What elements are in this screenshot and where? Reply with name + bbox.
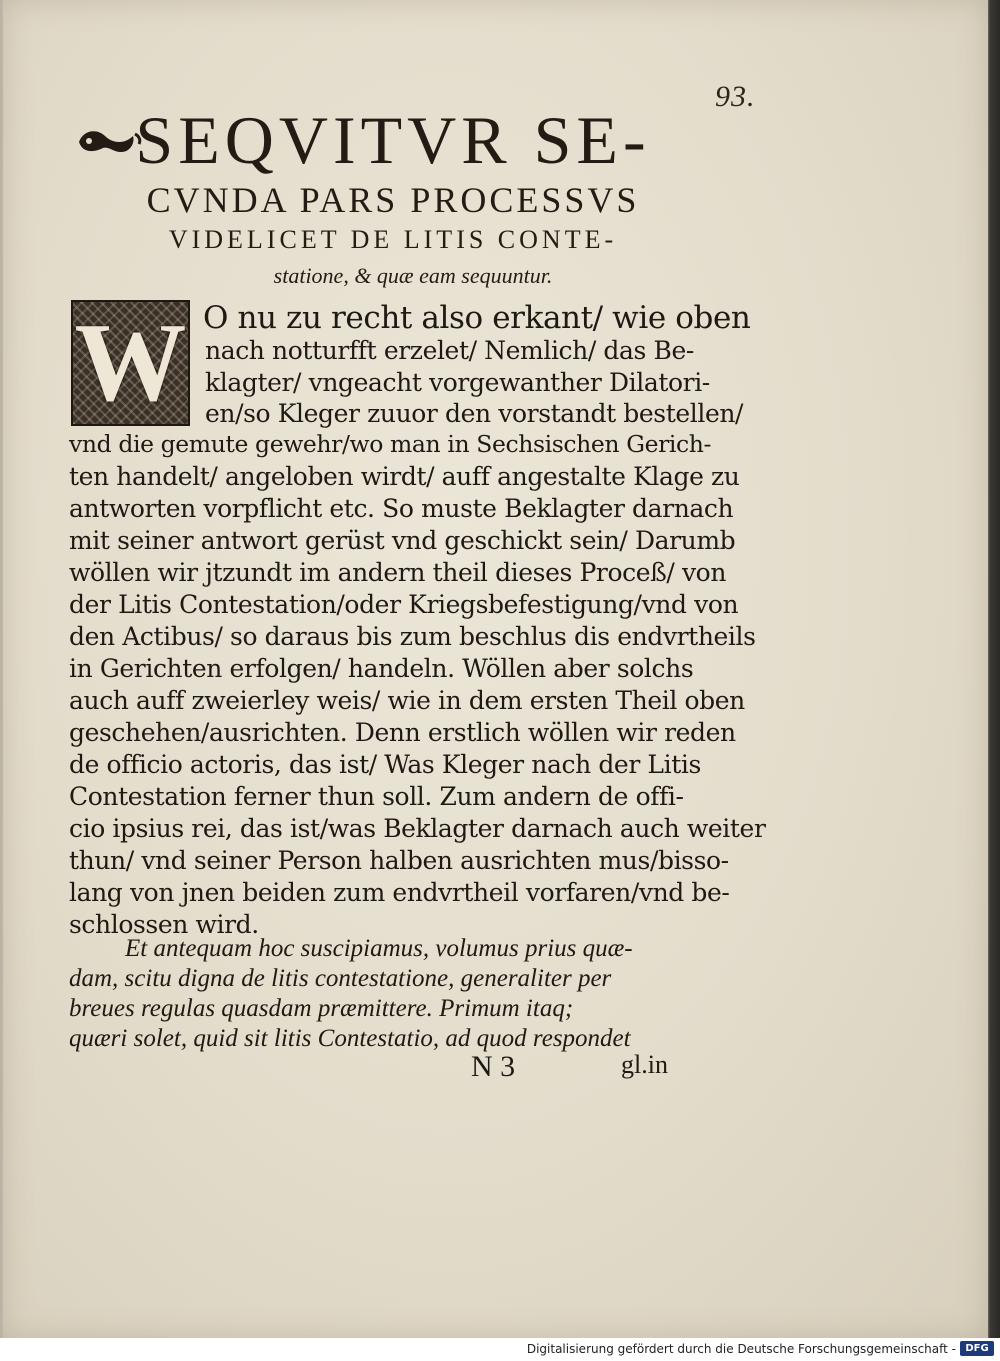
heading-line-2: CVNDA PARS PROCESSVS (146, 180, 640, 220)
german-line-8: mit seiner antwort gerüst vnd geschickt sein/ Darumb (69, 526, 736, 555)
latin-line-3: breues regulas quasdam præmittere. Primum itaq; (69, 995, 574, 1022)
dfg-credit-text: Digitalisierung gefördert durch die Deutsche Forschungsgemeinschaft - (526, 1342, 956, 1356)
latin-line-2: dam, scitu digna de litis contestatione, generaliter per (69, 965, 612, 992)
german-line-19: lang von jnen beiden zum endvrtheil vorfaren/vnd be- (69, 878, 730, 907)
catchword: gl.in (621, 1050, 668, 1079)
latin-line-1: Et antequam hoc suscipiamus, volumus prius quæ- (125, 935, 633, 962)
dfg-logo-icon: DFG (960, 1341, 994, 1356)
german-line-9: wöllen wir jtzundt im andern theil dieses Proceß/ von (69, 558, 727, 587)
german-line-17: cio ipsius rei, das ist/was Beklagter darnach auch weiter (69, 814, 766, 843)
german-line-18: thun/ vnd seiner Person halben ausrichten mus/bisso- (69, 846, 729, 875)
decorated-initial (71, 300, 190, 426)
german-line-6: ten handelt/ angeloben wirdt/ auff angestalte Klage zu (69, 462, 740, 491)
fleuron-ornament-icon (73, 122, 143, 162)
german-line-15: de officio actoris, das ist/ Was Kleger nach der Litis (69, 750, 701, 779)
german-line-10: der Litis Contestation/oder Kriegsbefestigung/vnd von (69, 590, 739, 619)
german-line-11: den Actibus/ so daraus bis zum beschlus dis endvrtheils (69, 622, 756, 651)
german-line-4: en/so Kleger zuuor den vorstandt bestellen/ (205, 399, 744, 428)
german-line-16: Contestation ferner thun soll. Zum andern de offi- (69, 782, 684, 811)
digitization-footer (0, 1338, 1000, 1361)
german-line-14: geschehen/ausrichten. Denn erstlich wöllen wir reden (69, 718, 736, 747)
initial-letter: W (74, 301, 187, 425)
german-line-20: schlossen wird. (69, 910, 259, 939)
german-line-13: auch auff zweierley weis/ wie in dem ersten Theil oben (69, 686, 745, 715)
german-line-2: nach notturfft erzelet/ Nemlich/ das Be- (205, 336, 694, 365)
heading-line-1: SEQVITVR SE- (135, 102, 651, 178)
heading-line-3: VIDELICET DE LITIS CONTE- (168, 225, 618, 254)
german-line-12: in Gerichten erfolgen/ handeln. Wöllen aber solchs (69, 654, 694, 683)
german-line-1: O nu zu recht also erkant/ wie oben (203, 300, 751, 336)
book-page (3, 0, 988, 1338)
folio-number: 93. (715, 80, 756, 113)
signature-mark: N 3 (471, 1050, 516, 1083)
latin-line-4: quæri solet, quid sit litis Contestatio, ad quod respondet (69, 1025, 631, 1052)
heading-line-4: statione, & quæ eam sequuntur. (273, 263, 553, 288)
german-line-5: vnd die gemute gewehr/wo man in Sechsischen Gerich- (69, 430, 712, 458)
section-heading (63, 100, 723, 294)
german-line-7: antworten vorpflicht etc. So muste Beklagter darnach (69, 494, 734, 523)
german-line-3: klagter/ vngeacht vorgewanther Dilatori- (205, 368, 710, 397)
